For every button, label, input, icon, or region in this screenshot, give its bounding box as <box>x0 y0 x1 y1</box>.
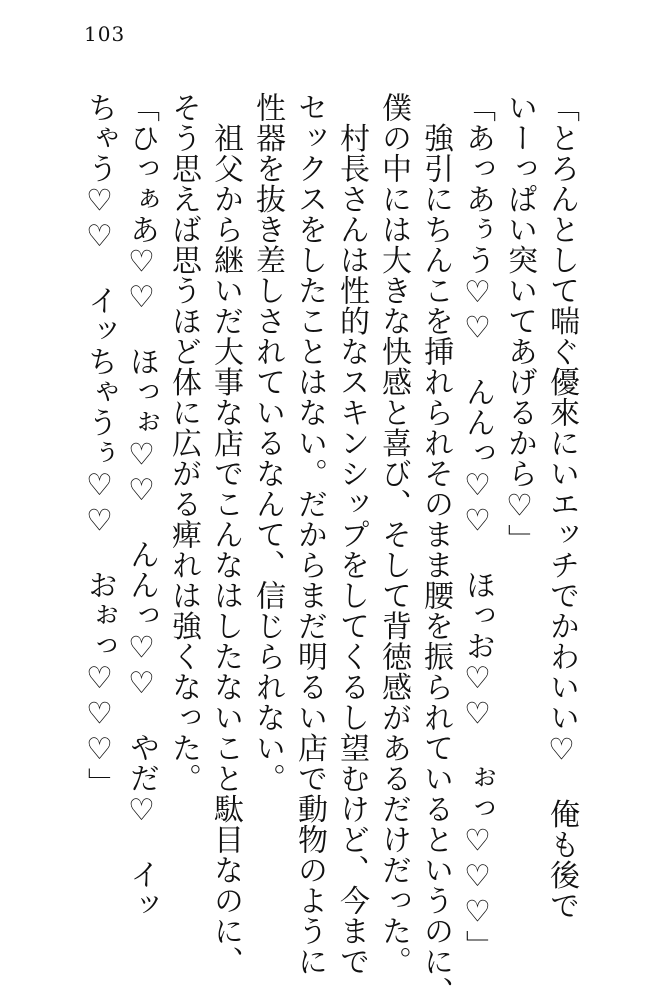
text-line-5: 僕の中には大きな快感と喜び、そして背徳感があるだけだった。 <box>376 92 411 977</box>
text-line-6: 村長さんは性的なスキンシップをしてくるし望むけど、今まで <box>334 92 369 977</box>
text-line-10: そう思えば思うほど体に広がる痺れは強くなった。 <box>166 92 201 794</box>
text-line-2: いーっぱい突いてあげるから♡」 <box>502 92 537 555</box>
text-line-8: 性器を抜き差しされているなんて、信じられない。 <box>250 92 285 794</box>
text-line-1: 「とろんとして喘ぐ優來にいエッチでかわいい♡ 俺も後で <box>544 92 579 921</box>
text-line-12: ちゃう♡♡ イッちゃうぅ♡♡ おぉっ♡♡♡」 <box>82 92 117 798</box>
text-line-9: 祖父から継いだ大事な店でこんなはしたないこと駄目なのに、 <box>208 92 243 977</box>
text-line-3: 「あっあぅう♡♡ んんっ♡♡ ほっお♡♡ ぉっ♡♡♡」 <box>460 92 495 961</box>
text-line-11: 「ひっぁあ♡♡ ほっぉ♡♡ んんっ♡♡ やだ♡ イッ <box>124 92 159 920</box>
text-line-7: セックスをしたことはない。だからまだ明るい店で動物のように <box>292 92 327 977</box>
vertical-text-block <box>82 92 579 1007</box>
text-line-4: 強引にちんこを挿れられそのまま腰を振られているというのに、 <box>418 92 453 1007</box>
page-number: 103 <box>84 22 126 46</box>
